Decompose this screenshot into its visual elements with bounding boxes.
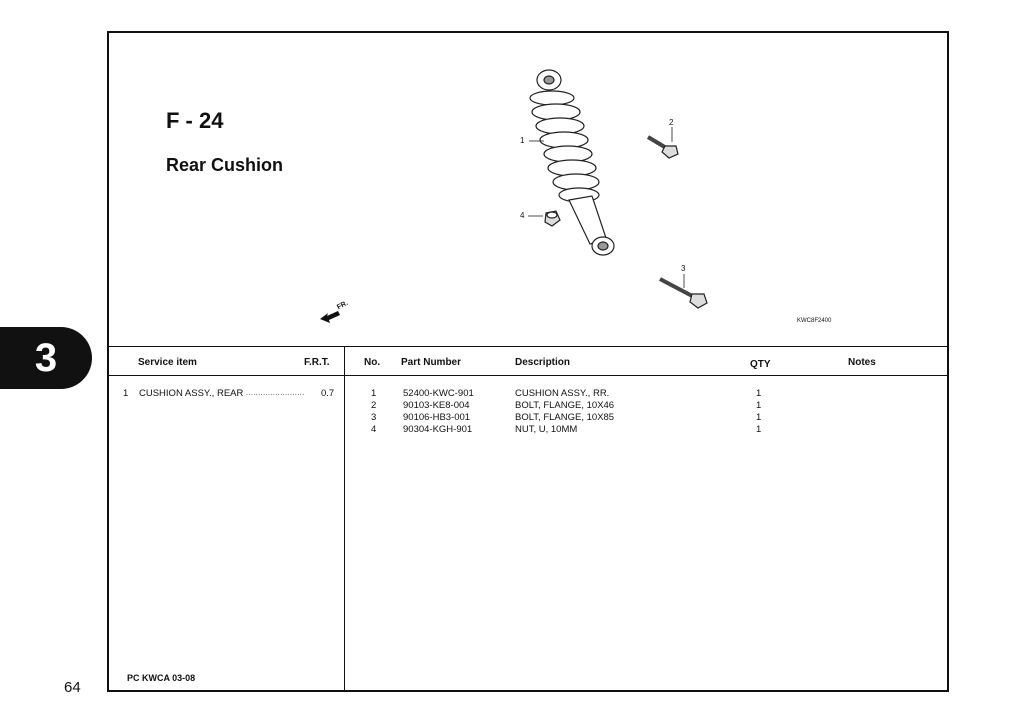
part-row-4-number: 90304-KGH-901	[403, 424, 473, 435]
qty-header: QTY	[750, 359, 771, 370]
callout-2: 2	[669, 118, 674, 127]
front-marker-label: FR.	[336, 299, 350, 312]
part-row-1-description: CUSHION ASSY., RR.	[515, 388, 610, 399]
footer-code: PC KWCA 03-08	[127, 673, 196, 683]
notes-header: Notes	[848, 357, 876, 368]
part-row-4-qty: 1	[756, 424, 762, 435]
description-header: Description	[515, 357, 571, 368]
part-row-2-qty: 1	[756, 400, 762, 411]
service-row-item: CUSHION ASSY., REAR	[139, 388, 244, 399]
table-top-rule	[109, 346, 947, 347]
part-row-2-no: 2	[371, 400, 377, 411]
part-row-1-no: 1	[371, 388, 377, 399]
part-row-3-description: BOLT, FLANGE, 10X85	[515, 412, 615, 423]
service-row-no: 1	[123, 388, 129, 399]
frt-header: F.R.T.	[304, 357, 330, 368]
part-row-4-no: 4	[371, 424, 377, 435]
callout-1: 1	[520, 136, 525, 145]
callout-3: 3	[681, 264, 686, 273]
page-number: 64	[64, 679, 81, 696]
section-tab: 3	[0, 327, 92, 389]
part-row-1-number: 52400-KWC-901	[403, 388, 474, 399]
figure-code: F - 24	[166, 108, 224, 133]
figure-reference: KWC8F2400	[797, 318, 832, 324]
service-row-frt: 0.7	[321, 388, 335, 399]
no-header: No.	[364, 357, 381, 368]
service-row-dots: ........................	[246, 390, 305, 397]
figure-name: Rear Cushion	[166, 155, 284, 175]
service-item-header: Service item	[138, 357, 197, 368]
part-number-header: Part Number	[401, 357, 462, 368]
part-row-2-number: 90103-KE8-004	[403, 400, 470, 411]
table-divider	[344, 347, 345, 692]
part-row-2-description: BOLT, FLANGE, 10X46	[515, 400, 615, 411]
part-row-3-qty: 1	[756, 412, 762, 423]
part-row-3-no: 3	[371, 412, 377, 423]
callout-4: 4	[520, 211, 525, 220]
part-row-1-qty: 1	[756, 388, 762, 399]
table-header-rule	[109, 375, 947, 376]
part-row-3-number: 90106-HB3-001	[403, 412, 471, 423]
part-row-4-description: NUT, U, 10MM	[515, 424, 578, 435]
